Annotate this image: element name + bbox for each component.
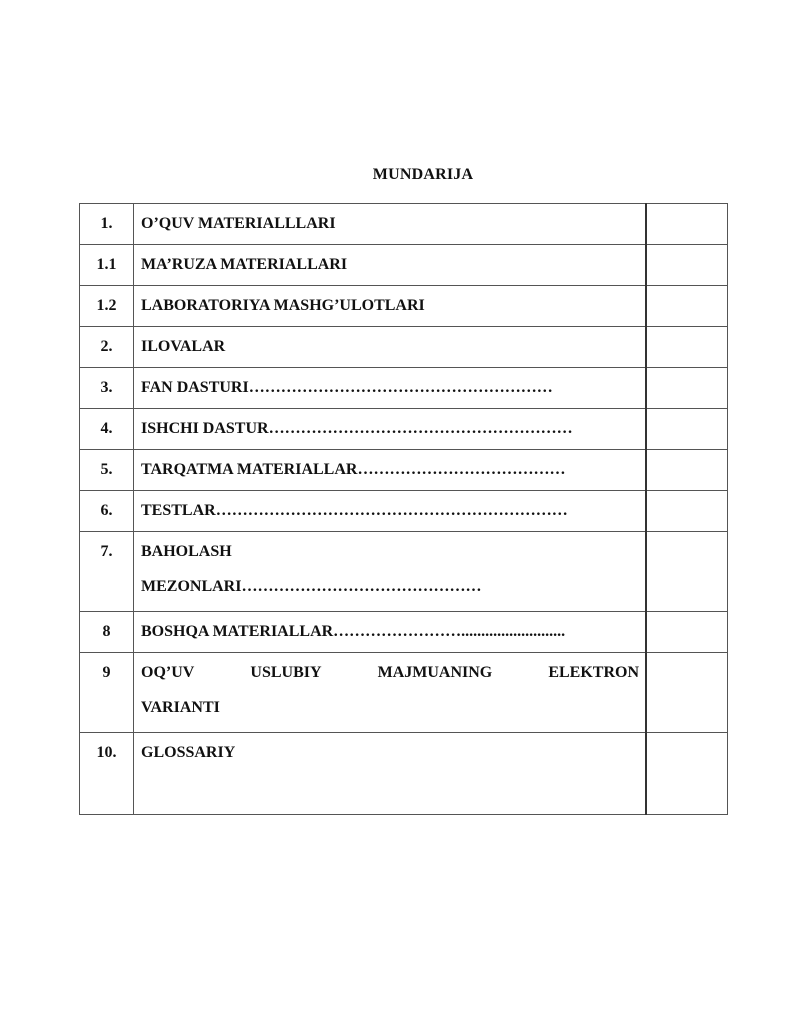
table-row	[80, 612, 728, 653]
row-title: MA’RUZA MATERIALLARI	[134, 245, 647, 286]
table-row	[80, 245, 728, 286]
row-title: ILOVALAR	[134, 327, 647, 368]
row-title: LABORATORIYA MASHG’ULOTLARI	[134, 286, 647, 327]
row-number: 6.	[80, 491, 134, 532]
row-page-cell	[646, 327, 728, 368]
row-page-cell	[646, 204, 728, 245]
row-page-cell	[646, 409, 728, 450]
table-row	[80, 450, 728, 491]
row-page-cell	[646, 450, 728, 491]
word: OQ’UV	[141, 664, 195, 681]
row-title	[134, 532, 647, 612]
row-page-cell	[646, 532, 728, 612]
row-page-cell	[646, 245, 728, 286]
row-number: 3.	[80, 368, 134, 409]
row-number: 9	[80, 653, 134, 733]
word: USLUBIY	[250, 664, 322, 681]
row-title: O’QUV MATERIALLLARI	[134, 204, 647, 245]
row-number: 2.	[80, 327, 134, 368]
row-page-cell	[646, 491, 728, 532]
row-page-cell	[646, 733, 728, 815]
row-page-cell	[646, 612, 728, 653]
row-page-cell	[646, 368, 728, 409]
row-number: 1.2	[80, 286, 134, 327]
row-title-line2: MEZONLARI………………………………………	[141, 578, 482, 595]
row-title: GLOSSARIY	[134, 733, 647, 815]
row-title: TESTLAR…………………………………………………………	[134, 491, 647, 532]
word: MAJMUANING	[377, 664, 493, 681]
row-number: 8	[80, 612, 134, 653]
row-title	[134, 653, 647, 733]
table-row	[80, 532, 728, 612]
row-title-line1	[141, 664, 639, 682]
row-title-line2: VARIANTI	[141, 699, 220, 716]
table-row	[80, 327, 728, 368]
table-row	[80, 653, 728, 733]
table-of-contents	[79, 203, 728, 815]
row-title-line1: BAHOLASH	[141, 543, 232, 560]
page-title: MUNDARIJA	[372, 166, 474, 183]
row-title: BOSHQA MATERIALLAR……………………..........................	[134, 612, 647, 653]
row-number: 10.	[80, 733, 134, 815]
row-title: FAN DASTURI…………………………………………………	[134, 368, 647, 409]
row-number: 1.1	[80, 245, 134, 286]
table-row	[80, 368, 728, 409]
row-number: 1.	[80, 204, 134, 245]
row-title: TARQATMA MATERIALLAR…………………………………	[134, 450, 647, 491]
word: ELEKTRON	[548, 664, 639, 681]
table-row	[80, 204, 728, 245]
row-number: 5.	[80, 450, 134, 491]
table-row	[80, 491, 728, 532]
table-row	[80, 409, 728, 450]
table-row	[80, 286, 728, 327]
table-row	[80, 733, 728, 815]
row-title: ISHCHI DASTUR…………………………………………………	[134, 409, 647, 450]
row-number: 7.	[80, 532, 134, 612]
row-page-cell	[646, 286, 728, 327]
row-page-cell	[646, 653, 728, 733]
row-number: 4.	[80, 409, 134, 450]
